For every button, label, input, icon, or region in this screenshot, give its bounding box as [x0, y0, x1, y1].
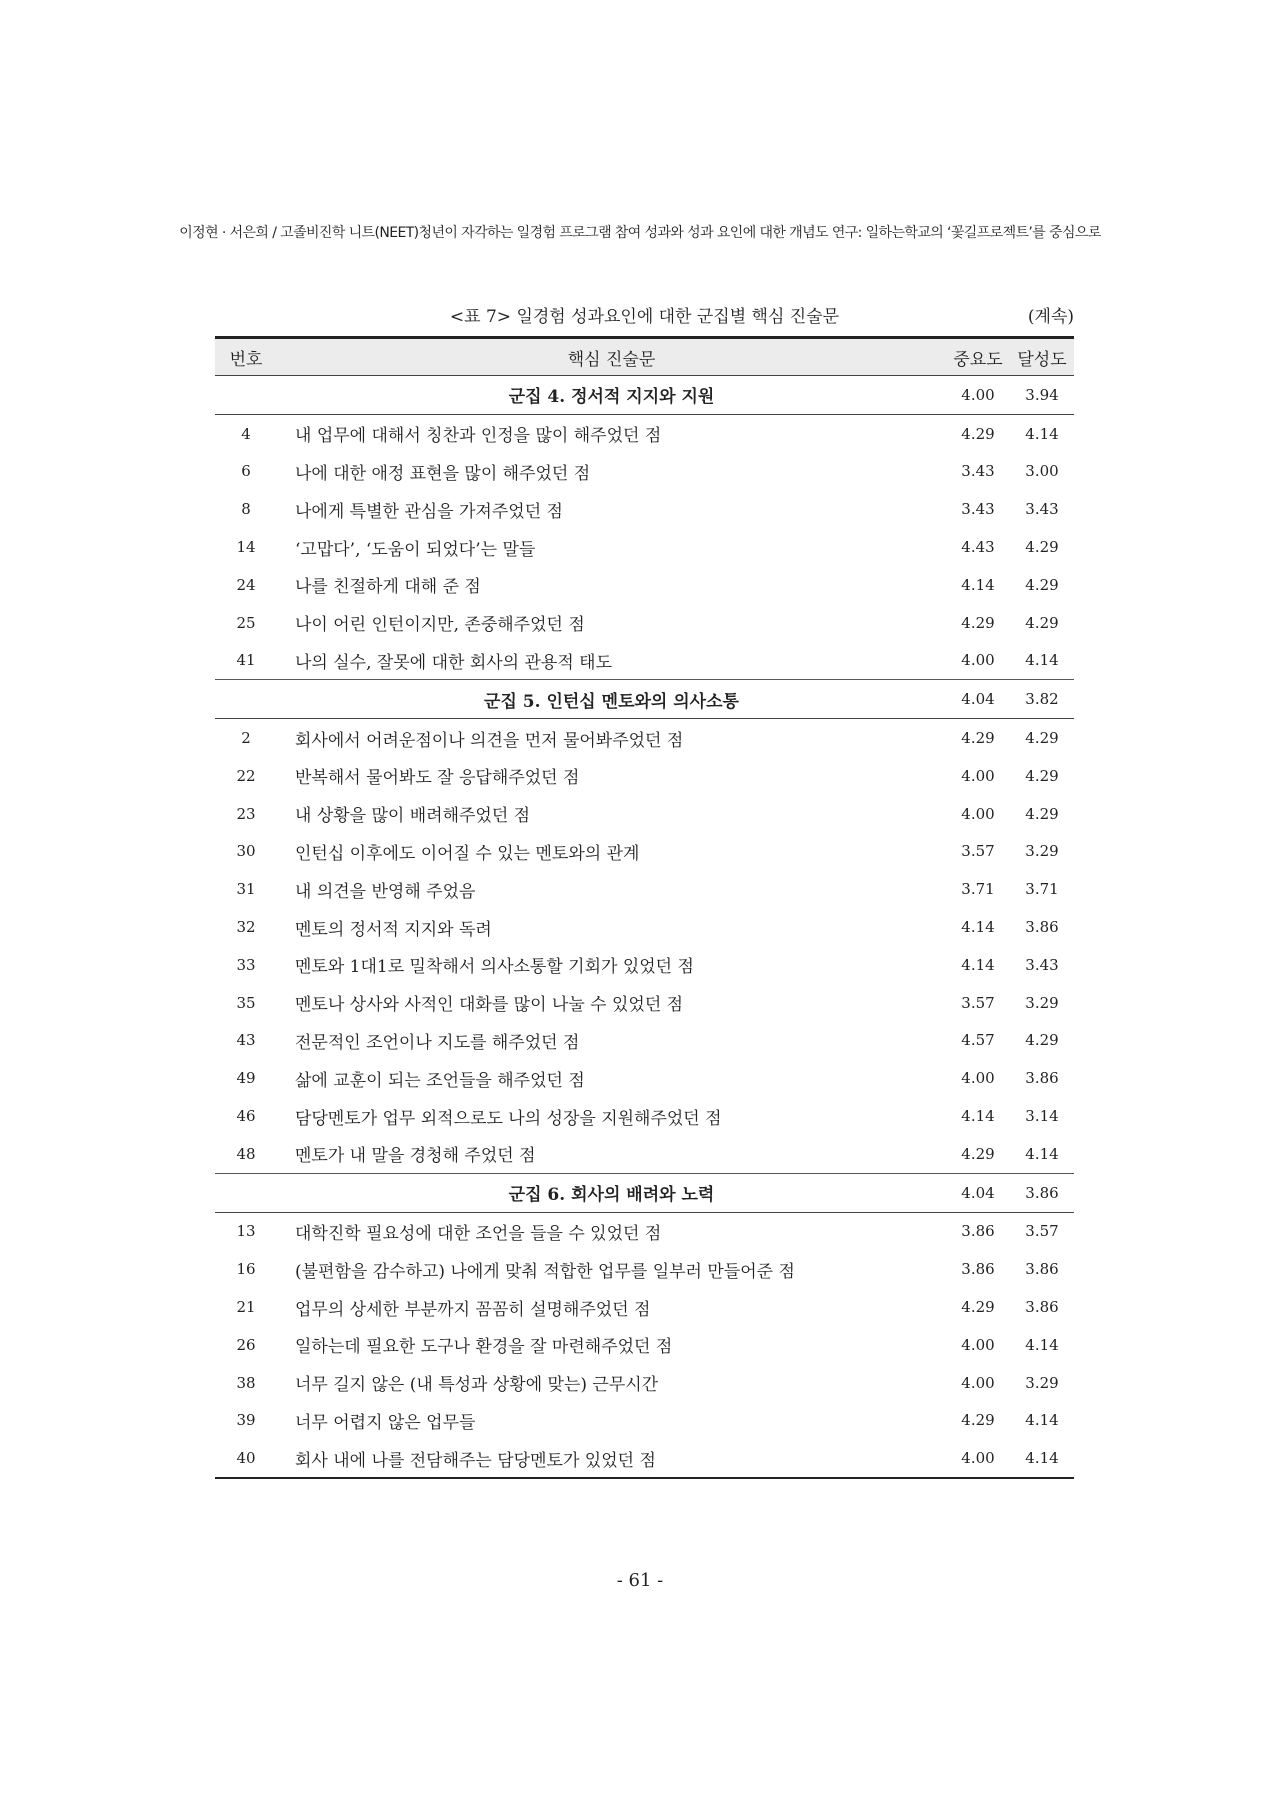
statement-number: 8 — [241, 500, 251, 519]
table-row — [215, 946, 1074, 984]
statement-number: 38 — [236, 1373, 256, 1392]
importance-value: 4.14 — [961, 575, 995, 594]
importance-value: 4.14 — [961, 955, 995, 974]
importance-value: 4.29 — [961, 729, 995, 748]
statement-text: 멘토의 정서적 지지와 독려 — [295, 919, 492, 940]
statement-text: 일하는데 필요한 도구나 환경을 잘 마련해주었던 점 — [295, 1337, 673, 1358]
achievement-value: 3.29 — [1025, 993, 1059, 1012]
cluster-importance: 4.00 — [961, 385, 995, 404]
statement-number: 21 — [236, 1298, 256, 1317]
achievement-value: 3.14 — [1025, 1107, 1059, 1126]
table-row — [215, 757, 1074, 795]
cluster-achievement: 3.86 — [1025, 1183, 1059, 1202]
table-row — [215, 1439, 1074, 1478]
importance-value: 3.86 — [961, 1260, 995, 1279]
table-continued-label: (계속) — [1027, 307, 1074, 327]
achievement-value: 3.29 — [1025, 842, 1059, 861]
table-row — [215, 1402, 1074, 1440]
table-row — [215, 833, 1074, 871]
table-row — [215, 566, 1074, 604]
page-number: - 61 - — [616, 1570, 664, 1591]
table-row — [215, 642, 1074, 680]
achievement-value: 4.14 — [1025, 1449, 1059, 1468]
statement-number: 33 — [236, 955, 256, 974]
importance-value: 4.57 — [961, 1031, 995, 1050]
importance-value: 4.00 — [961, 804, 995, 823]
table-row — [215, 414, 1074, 452]
cluster-number-empty — [215, 680, 277, 719]
statement-number: 6 — [241, 462, 251, 481]
statement-number: 16 — [236, 1260, 256, 1279]
header-statement: 핵심 진술문 — [567, 349, 656, 370]
importance-value: 3.71 — [961, 880, 995, 899]
table-row — [215, 1288, 1074, 1326]
statement-text: 삶에 교훈이 되는 조언들을 해주었던 점 — [295, 1070, 585, 1091]
importance-value: 4.43 — [961, 538, 995, 557]
achievement-value: 4.14 — [1025, 424, 1059, 443]
achievement-value: 3.86 — [1025, 1298, 1059, 1317]
importance-value: 3.43 — [961, 500, 995, 519]
running-head: 이정현 · 서은희 / 고졸비진학 니트(NEET)청년이 자각하는 일경험 프로그램 참여 성과와 성과 요인에 대한 개념도 연구: 일하는학교의 ‘꽃길프로젝트’를 중심으로 — [179, 225, 1101, 241]
achievement-value: 4.29 — [1025, 575, 1059, 594]
table-row — [215, 1022, 1074, 1060]
statement-number: 46 — [236, 1107, 256, 1126]
statement-text: 인턴십 이후에도 이어질 수 있는 멘토와의 관계 — [295, 843, 640, 864]
achievement-value: 3.00 — [1025, 462, 1059, 481]
cluster-importance: 4.04 — [961, 690, 995, 709]
statement-text: 너무 길지 않은 (내 특성과 상황에 맞는) 근무시간 — [295, 1375, 659, 1396]
statement-text: 나이 어린 인턴이지만, 존중해주었던 점 — [295, 615, 585, 636]
statement-text: 멘토나 상사와 사적인 대화를 많이 나눌 수 있었던 점 — [295, 995, 684, 1016]
achievement-value: 3.57 — [1025, 1222, 1059, 1241]
table-title: <표 7> 일경험 성과요인에 대한 군집별 핵심 진술문 — [449, 307, 840, 327]
statement-text: 대학진학 필요성에 대한 조언을 들을 수 있었던 점 — [295, 1223, 662, 1244]
importance-value: 4.00 — [961, 1373, 995, 1392]
statement-number: 30 — [236, 842, 256, 861]
achievement-value: 3.86 — [1025, 918, 1059, 937]
importance-value: 4.29 — [961, 1298, 995, 1317]
statement-text: 전문적인 조언이나 지도를 해주었던 점 — [295, 1032, 580, 1053]
table-header-row — [215, 338, 1074, 376]
statement-text: 내 업무에 대해서 칭찬과 인정을 많이 해주었던 점 — [295, 426, 662, 447]
statement-text: 멘토가 내 말을 경청해 주었던 점 — [295, 1146, 536, 1167]
importance-value: 4.00 — [961, 1449, 995, 1468]
achievement-value: 4.14 — [1025, 1411, 1059, 1430]
table-row — [215, 984, 1074, 1022]
statement-text: 업무의 상세한 부분까지 꼼꼼히 설명해주었던 점 — [295, 1299, 651, 1320]
importance-value: 4.29 — [961, 1144, 995, 1163]
statement-number: 31 — [236, 880, 256, 899]
statement-text: 담당멘토가 업무 외적으로도 나의 성장을 지원해주었던 점 — [295, 1108, 722, 1129]
table-row — [215, 719, 1074, 757]
achievement-value: 4.14 — [1025, 651, 1059, 670]
importance-value: 4.14 — [961, 1107, 995, 1126]
importance-value: 4.00 — [961, 651, 995, 670]
statement-text: 회사에서 어려운점이나 의견을 먼저 물어봐주었던 점 — [295, 730, 684, 751]
table-row — [215, 1212, 1074, 1250]
achievement-value: 4.29 — [1025, 804, 1059, 823]
statement-number: 4 — [241, 424, 251, 443]
statement-number: 24 — [236, 575, 256, 594]
cluster-row — [215, 680, 1074, 719]
achievement-value: 3.86 — [1025, 1069, 1059, 1088]
importance-value: 4.29 — [961, 424, 995, 443]
statement-number: 40 — [236, 1449, 256, 1468]
table-row — [215, 1059, 1074, 1097]
cluster-title: 군집 6. 회사의 배려와 노력 — [508, 1185, 715, 1206]
cluster-achievement: 3.82 — [1025, 690, 1059, 709]
statement-text: (불편함을 감수하고) 나에게 맞춰 적합한 업무를 일부러 만들어준 점 — [295, 1261, 795, 1282]
statement-number: 14 — [236, 538, 256, 557]
table-row — [215, 1364, 1074, 1402]
table-row — [215, 1135, 1074, 1173]
importance-value: 3.57 — [961, 993, 995, 1012]
statement-number: 49 — [236, 1069, 256, 1088]
cluster-row — [215, 1173, 1074, 1212]
statement-text: 나를 친절하게 대해 준 점 — [295, 577, 481, 598]
statement-number: 32 — [236, 918, 256, 937]
statement-number: 22 — [236, 766, 256, 785]
importance-value: 3.86 — [961, 1222, 995, 1241]
statement-number: 39 — [236, 1411, 256, 1430]
statement-number: 23 — [236, 804, 256, 823]
cluster-achievement: 3.94 — [1025, 385, 1059, 404]
table-row — [215, 453, 1074, 491]
cluster-title: 군집 4. 정서적 지지와 지원 — [508, 387, 715, 408]
table-row — [215, 1097, 1074, 1135]
table-caption — [215, 302, 1074, 328]
achievement-value: 3.71 — [1025, 880, 1059, 899]
cluster-row — [215, 376, 1074, 415]
statement-text: 나에 대한 애정 표현을 많이 해주었던 점 — [295, 463, 591, 484]
table-row — [215, 1250, 1074, 1288]
statement-text: 너무 어렵지 않은 업무들 — [295, 1412, 476, 1433]
importance-value: 4.29 — [961, 613, 995, 632]
statement-text: ‘고맙다’, ‘도움이 되었다’는 말들 — [295, 539, 536, 560]
achievement-value: 4.29 — [1025, 729, 1059, 748]
cluster-title: 군집 5. 인턴십 멘토와의 의사소통 — [484, 691, 739, 712]
statement-number: 41 — [236, 651, 256, 670]
statement-text: 나에게 특별한 관심을 가져주었던 점 — [295, 501, 563, 522]
achievement-value: 4.29 — [1025, 613, 1059, 632]
statement-text: 내 상황을 많이 배려해주었던 점 — [295, 806, 531, 827]
statement-number: 43 — [236, 1031, 256, 1050]
table-row — [215, 490, 1074, 528]
importance-value: 4.00 — [961, 1335, 995, 1354]
statement-number: 35 — [236, 993, 256, 1012]
achievement-value: 4.29 — [1025, 766, 1059, 785]
importance-value: 4.00 — [961, 1069, 995, 1088]
header-number: 번호 — [229, 349, 263, 370]
statement-text: 나의 실수, 잘못에 대한 회사의 관용적 태도 — [295, 652, 613, 673]
header-importance: 중요도 — [953, 349, 1003, 370]
table-row — [215, 870, 1074, 908]
importance-value: 4.29 — [961, 1411, 995, 1430]
statement-text: 내 의견을 반영해 주었음 — [295, 881, 476, 902]
importance-value: 3.43 — [961, 462, 995, 481]
header-achievement: 달성도 — [1017, 349, 1067, 370]
achievement-value: 3.43 — [1025, 500, 1059, 519]
statement-text: 회사 내에 나를 전담해주는 담당멘토가 있었던 점 — [295, 1450, 656, 1471]
importance-value: 4.00 — [961, 766, 995, 785]
statement-text: 멘토와 1대1로 밀착해서 의사소통할 기회가 있었던 점 — [295, 957, 694, 978]
achievement-value: 3.43 — [1025, 955, 1059, 974]
statement-number: 25 — [236, 613, 256, 632]
cluster-statements-table — [215, 336, 1074, 1479]
statement-number: 13 — [236, 1222, 256, 1241]
achievement-value: 3.86 — [1025, 1260, 1059, 1279]
cluster-number-empty — [215, 1173, 277, 1212]
achievement-value: 4.29 — [1025, 538, 1059, 557]
cluster-number-empty — [215, 376, 277, 415]
table-row — [215, 604, 1074, 642]
table-row — [215, 795, 1074, 833]
statement-number: 26 — [236, 1335, 256, 1354]
achievement-value: 4.14 — [1025, 1144, 1059, 1163]
importance-value: 4.14 — [961, 918, 995, 937]
achievement-value: 4.14 — [1025, 1335, 1059, 1354]
importance-value: 3.57 — [961, 842, 995, 861]
table-row — [215, 1326, 1074, 1364]
statement-number: 48 — [236, 1144, 256, 1163]
achievement-value: 3.29 — [1025, 1373, 1059, 1392]
table-row — [215, 908, 1074, 946]
cluster-importance: 4.04 — [961, 1183, 995, 1202]
statement-text: 반복해서 물어봐도 잘 응답해주었던 점 — [295, 768, 580, 789]
statement-number: 2 — [241, 729, 251, 748]
achievement-value: 4.29 — [1025, 1031, 1059, 1050]
table-row — [215, 528, 1074, 566]
